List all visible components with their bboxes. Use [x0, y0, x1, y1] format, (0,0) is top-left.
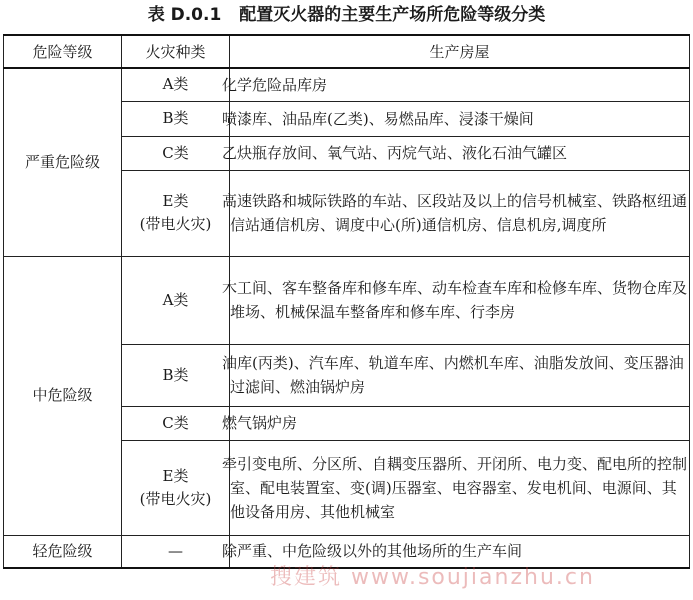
- hazard-classification-table: [3, 34, 690, 569]
- table-title: 配置灭火器的主要生产场所危险等级分类: [239, 5, 546, 25]
- header-fire-class: 火灾种类: [122, 35, 230, 68]
- header-places: 生产房屋: [230, 35, 690, 68]
- fire-class-cell: C类: [122, 406, 230, 440]
- places-cell: [222, 406, 690, 440]
- fire-class-note: (带电火灾): [139, 215, 212, 233]
- places-text: 喷漆库、油品库(乙类)、易燃品库、浸漆干燥间: [222, 109, 534, 128]
- fire-class-cell: B类: [122, 101, 230, 136]
- header-level: 危险等级: [4, 35, 122, 68]
- fire-class-cell: —: [122, 535, 230, 568]
- places-cell: [222, 101, 690, 136]
- fire-class-cell: A类: [122, 256, 230, 344]
- places-text: 牵引变电所、分区所、自耦变压器所、开闭所、电力变、配电所的控制室、配电装置室、变(调)压器室、电容器室、发电机间、电源间、其他设备用房、其他机械室: [222, 454, 688, 521]
- level-cell: 严重危险级: [4, 68, 122, 256]
- table-row: [4, 256, 690, 344]
- fire-class-label: E类: [162, 192, 189, 210]
- watermark: 搜建筑 www.soujianzhu.cn: [270, 565, 595, 590]
- places-text: 除严重、中危险级以外的其他场所的生产车间: [222, 542, 523, 561]
- table-row: [4, 68, 690, 101]
- header-row: [4, 35, 690, 68]
- fire-class-cell: [122, 440, 230, 535]
- level-cell: 中危险级: [4, 256, 122, 535]
- fire-class-cell: C类: [122, 136, 230, 170]
- places-cell: [222, 440, 690, 535]
- places-cell: [222, 344, 690, 406]
- fire-class-cell: A类: [122, 68, 230, 101]
- table-caption: [0, 0, 693, 30]
- places-cell: [222, 68, 690, 101]
- level-cell: 轻危险级: [4, 535, 122, 568]
- places-text: 化学危险品库房: [222, 75, 328, 94]
- places-cell: [222, 256, 690, 344]
- places-text: 高速铁路和城际铁路的车站、区段站及以上的信号机械室、铁路枢纽通信站通信机房、调度中心(所)通信机房、信息机房,调度所: [222, 192, 688, 234]
- places-text: 燃气锅炉房: [222, 414, 298, 432]
- fire-class-cell: B类: [122, 344, 230, 406]
- places-cell: [222, 170, 690, 256]
- fire-class-note: (带电火灾): [139, 489, 212, 508]
- fire-class-cell: [122, 170, 230, 256]
- places-text: 木工间、客车整备库和修车库、动车检查车库和检修车库、货物仓库及堆场、机械保温车整备库和修车库、行李房: [222, 279, 688, 321]
- table-number: 表 D.0.1: [147, 5, 222, 25]
- places-text: 油库(丙类)、汽车库、轨道车库、内燃机车库、油脂发放间、变压器油过滤间、燃油锅炉房: [222, 354, 684, 396]
- fire-class-label: E类: [162, 466, 189, 485]
- places-cell: [222, 136, 690, 170]
- places-text: 乙炔瓶存放间、氧气站、丙烷气站、液化石油气罐区: [222, 144, 568, 162]
